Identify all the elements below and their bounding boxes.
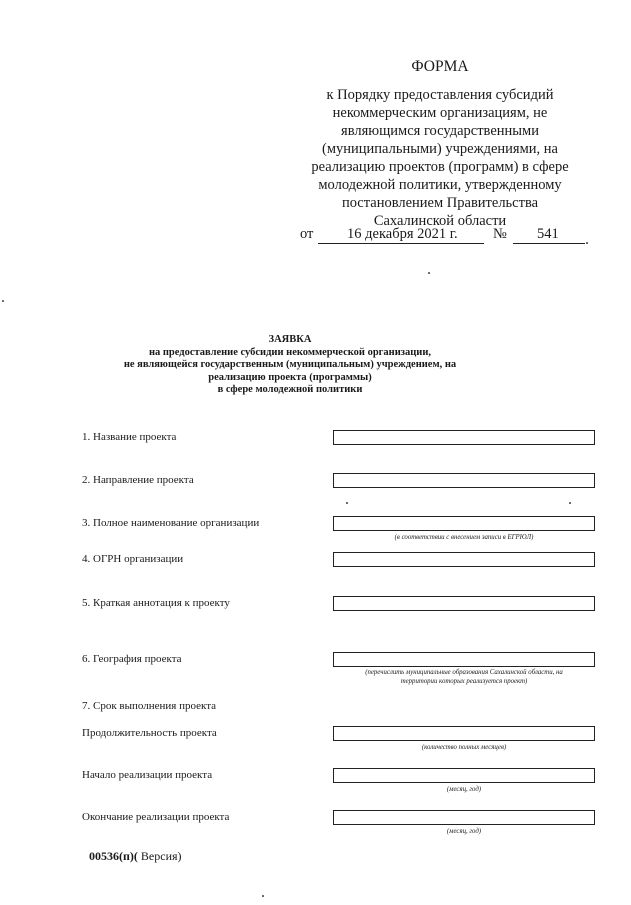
order-reference-line: являющимся государственными (341, 123, 539, 139)
order-reference (290, 86, 590, 230)
application-subtitle-line: в сфере молодежной политики (217, 384, 363, 395)
application-subtitle-line: реализацию проекта (программы) (208, 371, 372, 383)
date-underline (318, 243, 484, 244)
org-full-name-field[interactable] (333, 516, 595, 531)
start-hint: (месяц, год) (446, 786, 482, 793)
order-reference-line: Сахалинской области (373, 213, 507, 229)
project-name-label: 1. Название проекта (82, 431, 177, 443)
org-full-name-label: 3. Полное наименование организации (82, 517, 260, 529)
annotation-field[interactable] (333, 596, 595, 611)
document-code (89, 849, 182, 864)
order-reference-line: реализацию проектов (программ) в сфере (311, 159, 569, 175)
number-underline (513, 243, 585, 244)
number-label: № (493, 226, 507, 242)
org-full-name-hint: (в соответствии с внесением записи в ЕГРЮЛ) (394, 534, 534, 541)
decree-date: 16 декабря 2021 г. (347, 226, 458, 242)
geography-field[interactable] (333, 652, 595, 667)
end-label: Окончание реализации проекта (82, 811, 230, 823)
geography-label: 6. География проекта (82, 653, 182, 665)
form-label: ФОРМА (411, 58, 469, 75)
decree-number: 541 (537, 226, 559, 242)
end-hint: (месяц, год) (446, 828, 482, 835)
scan-speck (569, 502, 571, 504)
scan-speck (428, 272, 430, 274)
document-code-number: 00536(п)( (89, 849, 138, 863)
start-field[interactable] (333, 768, 595, 783)
duration-field[interactable] (333, 726, 595, 741)
geography-hint-line: территории которых реализуется проект) (400, 678, 528, 685)
from-label: от (300, 226, 314, 242)
scan-speck (586, 242, 588, 244)
ogrn-label: 4. ОГРН организации (82, 553, 184, 565)
start-label: Начало реализации проекта (82, 769, 213, 781)
document-version: Версия) (137, 849, 182, 863)
application-subtitle-line: не являющейся государственным (муниципальным) учреждением, на (123, 359, 457, 370)
order-reference-line: постановлением Правительства (341, 195, 539, 211)
term-label: 7. Срок выполнения проекта (82, 700, 217, 712)
order-reference-line: к Порядку предоставления субсидий (326, 87, 554, 103)
geography-hint-line: (перечислить муниципальные образования Сахалинской области, на (365, 669, 563, 676)
annotation-label: 5. Краткая аннотация к проекту (82, 597, 230, 609)
scan-speck (262, 895, 264, 897)
application-subtitle-line: на предоставление субсидии некоммерческой организации, (148, 346, 432, 358)
order-reference-line: (муниципальными) учреждениями, на (322, 141, 558, 157)
project-name-field[interactable] (333, 430, 595, 445)
project-direction-field[interactable] (333, 473, 595, 488)
application-heading: ЗАЯВКА (268, 334, 312, 345)
duration-hint: (количество полных месяцев) (421, 744, 507, 751)
application-title (80, 334, 500, 397)
duration-label: Продолжительность проекта (82, 727, 217, 739)
decree-date-row (300, 226, 590, 246)
order-reference-line: молодежной политики, утвержденному (318, 177, 562, 193)
scan-speck (346, 502, 348, 504)
scan-speck (2, 300, 4, 302)
ogrn-field[interactable] (333, 552, 595, 567)
project-direction-label: 2. Направление проекта (82, 474, 194, 486)
order-reference-line: некоммерческим организациям, не (332, 105, 548, 121)
end-field[interactable] (333, 810, 595, 825)
